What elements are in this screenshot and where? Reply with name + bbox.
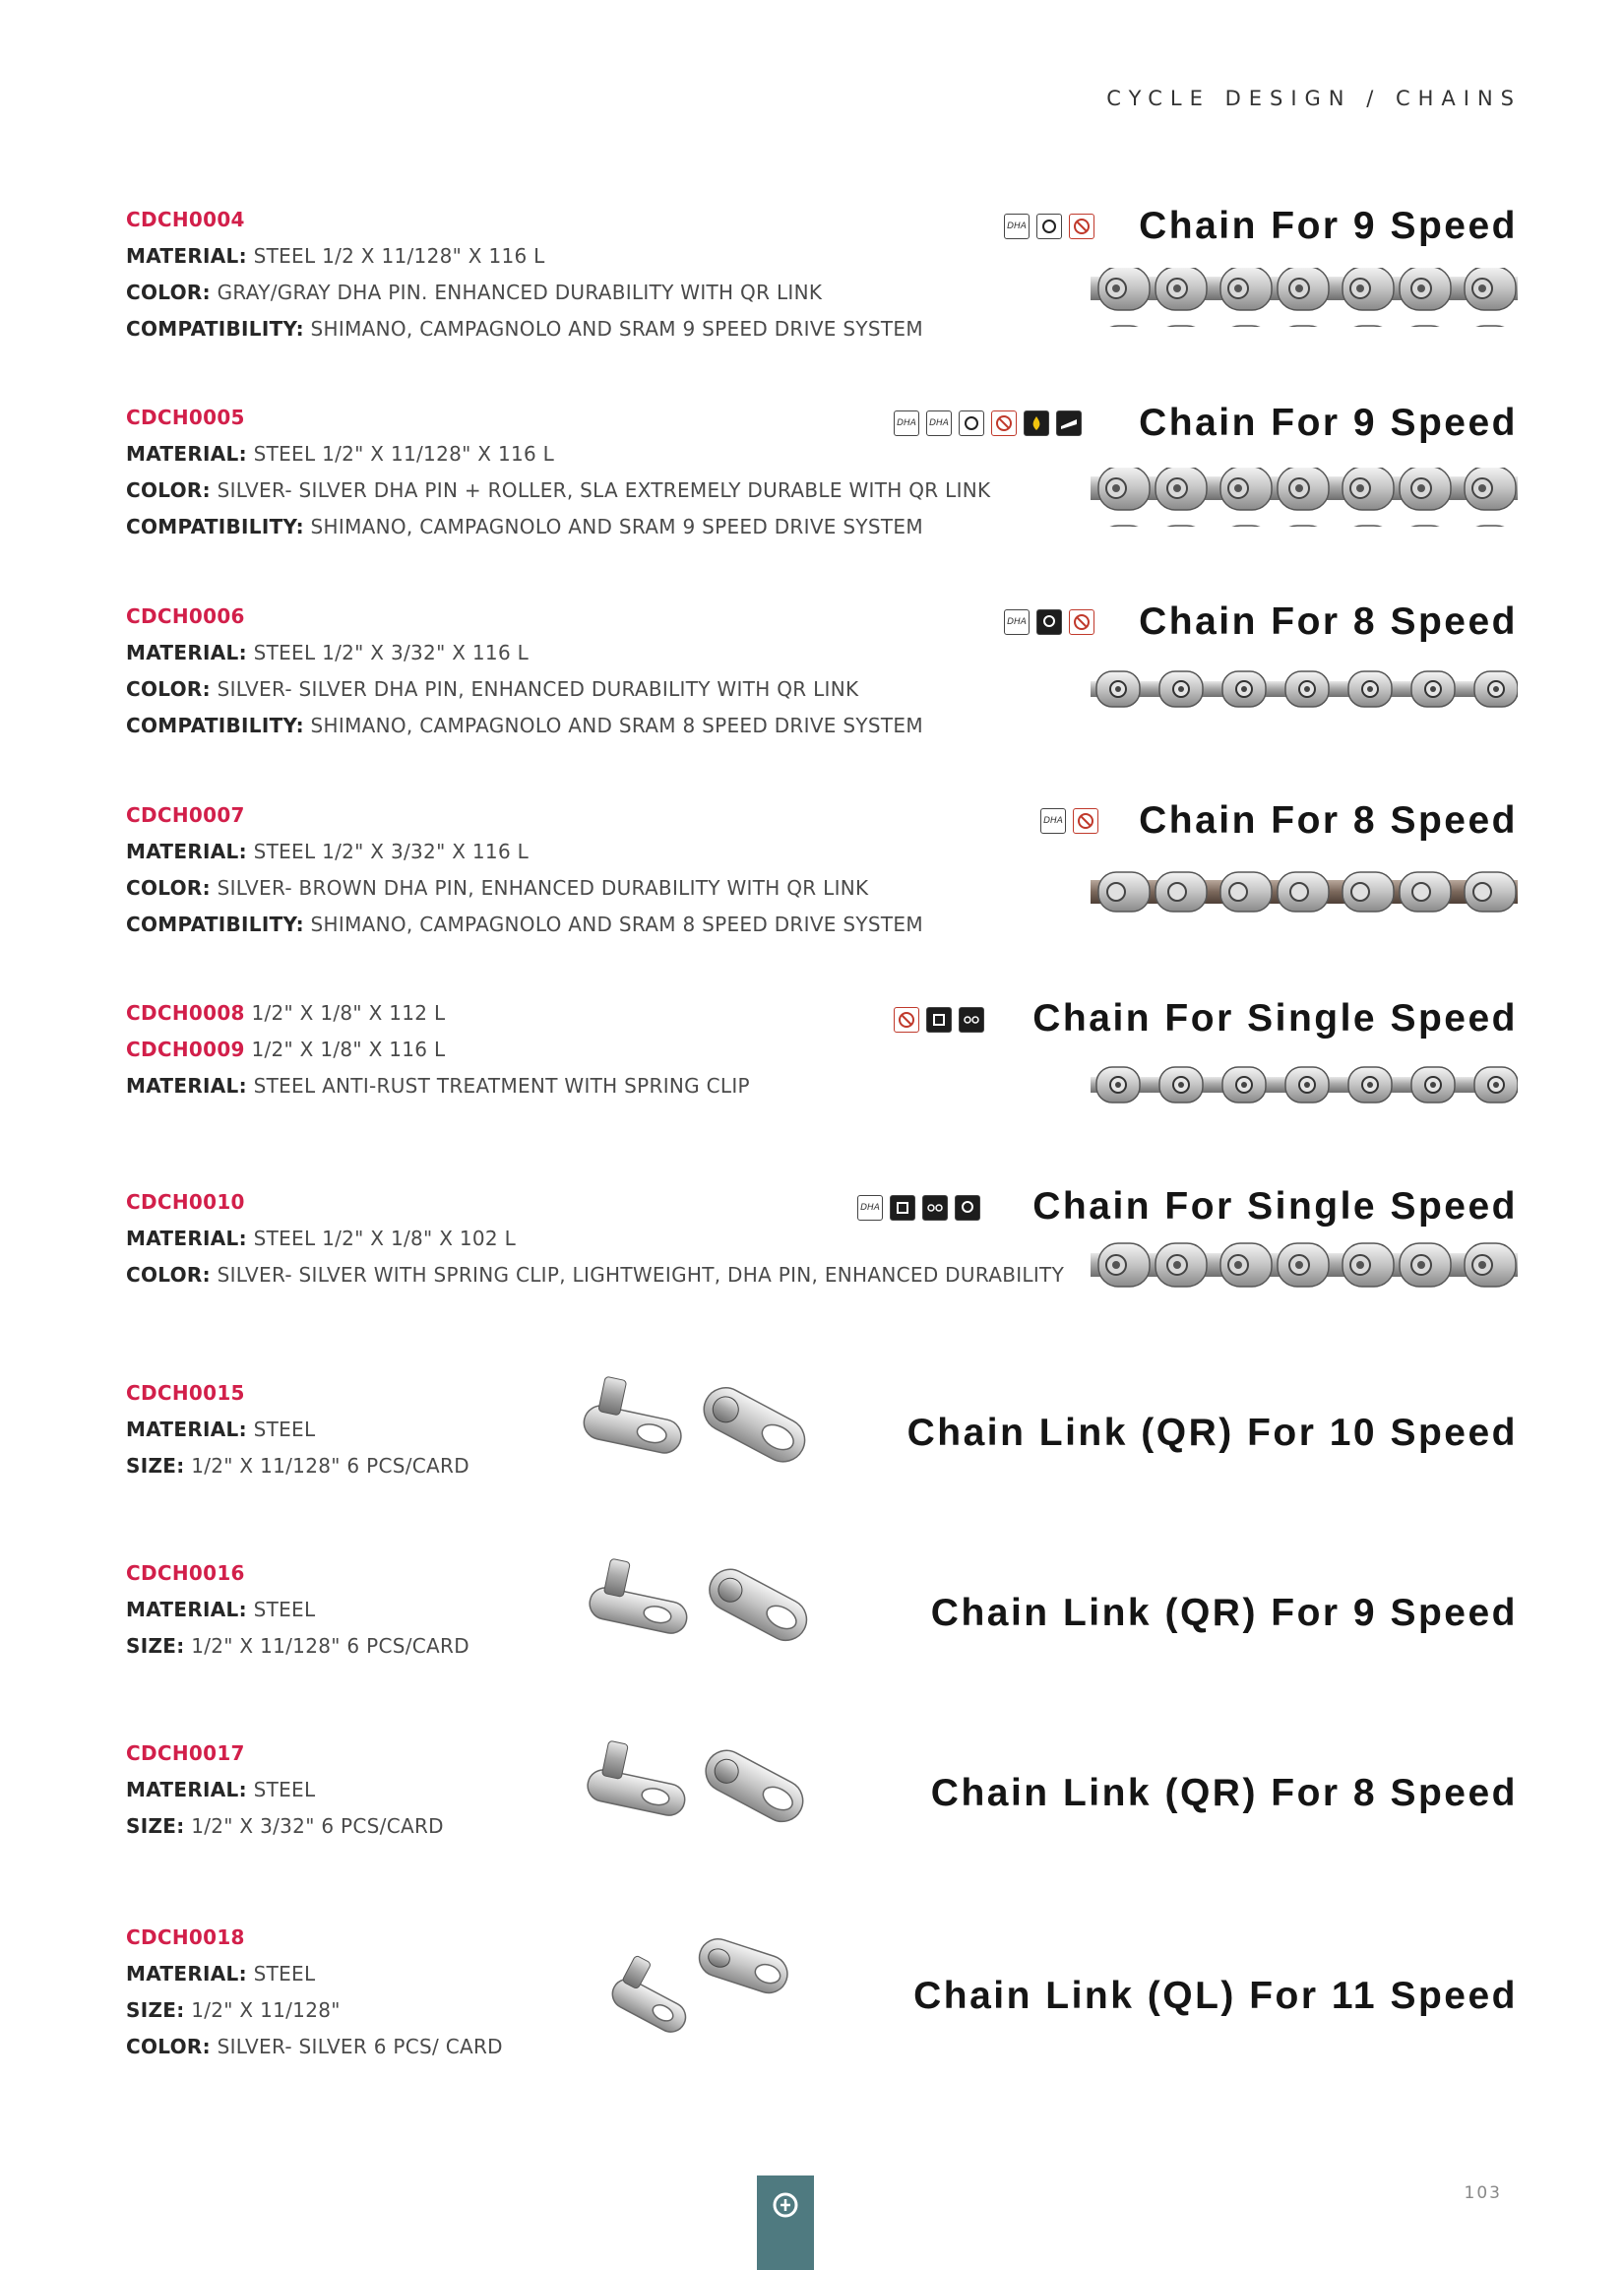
product-title: Chain For Single Speed <box>1032 1185 1518 1228</box>
spec-value: STEEL 1/2 X 11/128" X 116 L <box>253 244 545 268</box>
product-cdch0015 <box>126 1375 469 1484</box>
product-cdch0017 <box>126 1735 444 1845</box>
brand-mark-icon <box>772 2191 799 2219</box>
spec-value: 1/2" X 11/128" 6 PCS/CARD <box>191 1634 469 1658</box>
spec-value: STEEL 1/2" X 3/32" X 116 L <box>253 641 530 664</box>
feature-icons <box>894 1007 984 1033</box>
spec-value: 1/2" X 3/32" 6 PCS/CARD <box>191 1814 444 1838</box>
chain-image <box>1091 660 1518 723</box>
spec-value: STEEL 1/2" X 3/32" X 116 L <box>253 840 530 863</box>
spec-value: STEEL <box>253 1778 316 1801</box>
spec-value: STEEL <box>253 1418 316 1441</box>
dha-icon: DHA <box>1004 214 1030 239</box>
spec-label: COLOR: <box>126 2035 211 2058</box>
durable-icon <box>1056 410 1082 436</box>
no-solvent-icon <box>1069 214 1094 239</box>
roller-icon <box>1036 214 1062 239</box>
sla-icon <box>1024 410 1049 436</box>
spec-label: COLOR: <box>126 281 211 304</box>
spec-label: COMPATIBILITY: <box>126 714 304 737</box>
spec-label: SIZE: <box>126 1814 185 1838</box>
product-cdch0006 <box>126 599 923 744</box>
spec-label: COMPATIBILITY: <box>126 913 304 936</box>
no-solvent-icon <box>1069 609 1094 635</box>
product-cdch0005 <box>126 400 990 545</box>
spec-value: SILVER- SILVER DHA PIN, ENHANCED DURABILITY WITH QR LINK <box>217 677 859 701</box>
quick-link-image <box>577 1735 817 1849</box>
spec-label: MATERIAL: <box>126 1598 247 1621</box>
spec-label: SIZE: <box>126 1998 185 2022</box>
spec-value: SILVER- SILVER DHA PIN + ROLLER, SLA EXTREMELY DURABLE WITH QR LINK <box>217 478 991 502</box>
product-title: Chain Link (QR) For 9 Speed <box>930 1592 1518 1634</box>
product-code: CDCH0017 <box>126 1741 245 1765</box>
quick-link-image <box>579 1553 819 1667</box>
page-header: CYCLE DESIGN / CHAINS <box>1106 87 1522 110</box>
width-icon <box>926 1007 952 1033</box>
product-code: CDCH0007 <box>126 803 245 827</box>
spec-value: 1/2" X 11/128" <box>191 1998 341 2022</box>
spec-value: GRAY/GRAY DHA PIN. ENHANCED DURABILITY WITH QR LINK <box>217 281 823 304</box>
spec-value: SILVER- SILVER 6 PCS/ CARD <box>217 2035 503 2058</box>
spec-label: MATERIAL: <box>126 1227 247 1250</box>
product-cdch0004 <box>126 202 923 347</box>
spec-label: COLOR: <box>126 677 211 701</box>
link-icon <box>1036 609 1062 635</box>
no-solvent-icon <box>894 1007 919 1033</box>
link-icon <box>955 1195 980 1221</box>
spec-value: SHIMANO, CAMPAGNOLO AND SRAM 8 SPEED DRIVE SYSTEM <box>310 913 923 936</box>
spec-label: SIZE: <box>126 1634 185 1658</box>
product-code: CDCH0006 <box>126 604 245 628</box>
spec-value: STEEL 1/2" X 11/128" X 116 L <box>253 442 555 466</box>
product-code: CDCH0010 <box>126 1190 245 1214</box>
brand-logo <box>757 2175 814 2270</box>
product-title: Chain For 8 Speed <box>1139 799 1518 842</box>
spec-label: MATERIAL: <box>126 641 247 664</box>
chain-image <box>1091 1055 1518 1112</box>
product-code: CDCH0008 <box>126 1001 245 1025</box>
spec-value: STEEL 1/2" X 1/8" X 102 L <box>253 1227 517 1250</box>
product-cdch0007 <box>126 797 923 943</box>
spec-label: COMPATIBILITY: <box>126 317 304 341</box>
spec-label: COLOR: <box>126 876 211 900</box>
dha-icon: DHA <box>894 410 919 436</box>
chain-image <box>1091 259 1518 336</box>
spec-label: SIZE: <box>126 1454 185 1478</box>
spec-value: STEEL ANTI-RUST TREATMENT WITH SPRING CLIP <box>253 1074 750 1098</box>
feature-icons <box>1040 808 1098 834</box>
product-title: Chain Link (QR) For 10 Speed <box>906 1412 1518 1454</box>
product-code: CDCH0009 <box>126 1038 245 1061</box>
spec-label: MATERIAL: <box>126 244 247 268</box>
dha-icon: DHA <box>1040 808 1066 834</box>
spec-value: 1/2" X 11/128" 6 PCS/CARD <box>191 1454 469 1478</box>
feature-icons <box>894 410 1082 436</box>
spec-label: MATERIAL: <box>126 1074 247 1098</box>
spec-value: SHIMANO, CAMPAGNOLO AND SRAM 9 SPEED DRIVE SYSTEM <box>310 515 923 538</box>
spec-label: MATERIAL: <box>126 1418 247 1441</box>
chain-image <box>1091 459 1518 536</box>
no-solvent-icon <box>1073 808 1098 834</box>
width-icon <box>890 1195 915 1221</box>
single-speed-icon <box>959 1007 984 1033</box>
dha-icon: DHA <box>1004 609 1030 635</box>
spec-value: 1/2" X 1/8" X 116 L <box>251 1038 446 1061</box>
product-code: CDCH0004 <box>126 208 245 231</box>
spec-label: MATERIAL: <box>126 1778 247 1801</box>
product-code: CDCH0015 <box>126 1381 245 1405</box>
quick-link-image <box>598 1929 795 2048</box>
spec-value: STEEL <box>253 1598 316 1621</box>
product-cdch0008-0009 <box>126 995 750 1104</box>
spec-value: 1/2" X 1/8" X 112 L <box>251 1001 446 1025</box>
dha-icon: DHA <box>857 1195 883 1221</box>
chain-image <box>1091 1235 1518 1294</box>
product-code: CDCH0018 <box>126 1925 245 1949</box>
feature-icons <box>857 1195 980 1221</box>
feature-icons <box>1004 609 1094 635</box>
spec-label: MATERIAL: <box>126 442 247 466</box>
quick-link-image <box>573 1373 819 1486</box>
single-speed-icon <box>922 1195 948 1221</box>
product-title: Chain For 9 Speed <box>1139 402 1518 444</box>
spec-value: SHIMANO, CAMPAGNOLO AND SRAM 8 SPEED DRIVE SYSTEM <box>310 714 923 737</box>
dha-icon: DHA <box>926 410 952 436</box>
product-code: CDCH0016 <box>126 1561 245 1585</box>
product-title: Chain For 9 Speed <box>1139 205 1518 247</box>
product-code: CDCH0005 <box>126 406 245 429</box>
spec-value: SHIMANO, CAMPAGNOLO AND SRAM 9 SPEED DRIVE SYSTEM <box>310 317 923 341</box>
spec-label: MATERIAL: <box>126 1962 247 1986</box>
spec-value: STEEL <box>253 1962 316 1986</box>
product-cdch0016 <box>126 1555 469 1665</box>
product-cdch0018 <box>126 1920 503 2065</box>
product-title: Chain Link (QL) For 11 Speed <box>913 1975 1518 2017</box>
spec-label: COMPATIBILITY: <box>126 515 304 538</box>
spec-label: COLOR: <box>126 478 211 502</box>
spec-value: SILVER- BROWN DHA PIN, ENHANCED DURABILITY WITH QR LINK <box>217 876 869 900</box>
no-solvent-icon <box>991 410 1017 436</box>
page-number: 103 <box>1464 2183 1502 2203</box>
product-title: Chain For Single Speed <box>1032 997 1518 1040</box>
spec-value: SILVER- SILVER WITH SPRING CLIP, LIGHTWEIGHT, DHA PIN, ENHANCED DURABILITY <box>217 1263 1065 1287</box>
product-title: Chain Link (QR) For 8 Speed <box>930 1772 1518 1814</box>
feature-icons <box>1004 214 1094 239</box>
roller-icon <box>959 410 984 436</box>
product-title: Chain For 8 Speed <box>1139 600 1518 643</box>
spec-label: COLOR: <box>126 1263 211 1287</box>
spec-label: MATERIAL: <box>126 840 247 863</box>
chain-image <box>1091 862 1518 921</box>
